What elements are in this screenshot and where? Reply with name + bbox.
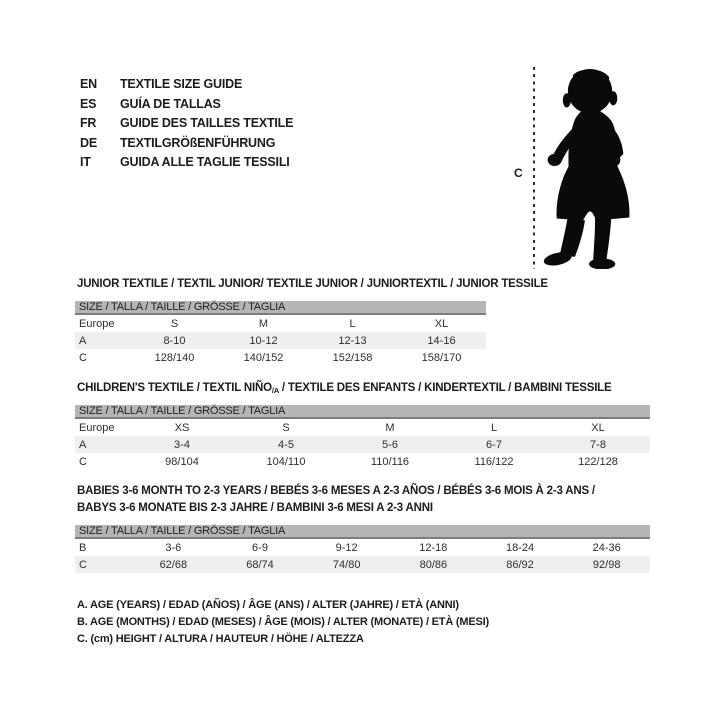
language-row-en (80, 75, 293, 95)
age-cell: 10-12 (249, 334, 278, 347)
legend-line-b: B. AGE (MONTHS) / EDAD (MESES) / ÂGE (MOIS) / ALTER (MONATE) / ETÀ (MESI) (77, 616, 489, 628)
language-row-es (80, 95, 293, 115)
age-cell: 7-8 (590, 438, 606, 451)
height-cell: 158/170 (421, 351, 462, 364)
size-header-bar: SIZE / TALLA / TAILLE / GRÖSSE / TAGLIA (75, 301, 486, 315)
height-cell: 86/92 (506, 558, 534, 571)
height-cell: 152/158 (332, 351, 373, 364)
height-cell: 140/152 (243, 351, 284, 364)
age-cell: 8-10 (163, 334, 186, 347)
language-row-de (80, 134, 293, 154)
table-row (75, 453, 650, 470)
language-code: ES (80, 96, 97, 111)
age-cell: 3-4 (174, 438, 190, 451)
size-header-bar: SIZE / TALLA / TAILLE / GRÖSSE / TAGLIA (75, 525, 650, 539)
row-label: B (79, 541, 87, 554)
legend-line-c: C. (cm) HEIGHT / ALTURA / HAUTEUR / HÖHE / ALTEZZA (77, 633, 364, 645)
table-row (75, 556, 650, 573)
age-cell: 6-7 (486, 438, 502, 451)
height-cell: 122/128 (578, 455, 618, 468)
row-label: Europe (79, 421, 115, 434)
height-cell: 74/80 (332, 558, 361, 571)
height-cell: 92/98 (592, 558, 621, 571)
row-label: C (79, 455, 87, 468)
language-title: TEXTILGRÖßENFÜHRUNG (120, 135, 276, 150)
language-title: GUIDA ALLE TAGLIE TESSILI (120, 155, 290, 169)
table-row (75, 315, 486, 332)
row-label: Europe (79, 317, 115, 330)
children-size-table (75, 405, 650, 470)
size-cell: L (490, 421, 498, 434)
language-code: DE (80, 135, 97, 150)
language-code: IT (80, 155, 91, 169)
size-cell: XL (591, 421, 605, 434)
height-cell: 128/140 (154, 351, 195, 364)
size-cell: S (170, 317, 179, 330)
height-marker-label: C (514, 166, 523, 180)
language-code: EN (80, 77, 97, 91)
months-cell: 24-36 (592, 541, 621, 554)
height-dotted-line (533, 67, 535, 269)
children-table-title (77, 380, 611, 399)
size-cell: M (385, 421, 395, 434)
row-label: A (79, 438, 87, 451)
age-cell: 14-16 (427, 334, 456, 347)
title-subscript: /A (271, 386, 279, 395)
junior-size-table (75, 301, 486, 366)
height-cell: 104/110 (266, 455, 306, 468)
table-row (75, 349, 486, 366)
months-cell: 18-24 (505, 541, 535, 554)
size-cell: XS (174, 421, 190, 434)
row-label: C (79, 351, 87, 364)
size-cell: S (282, 421, 290, 434)
age-cell: 12-13 (338, 334, 367, 347)
language-row-fr (80, 114, 293, 134)
babies-table-title (77, 483, 595, 517)
age-cell: 4-5 (278, 438, 294, 451)
table-row (75, 419, 650, 436)
language-code: FR (80, 116, 97, 130)
months-cell: 6-9 (252, 541, 268, 554)
size-cell: M (258, 317, 269, 330)
language-title: GUÍA DE TALLAS (120, 96, 221, 111)
height-cell: 116/122 (474, 455, 514, 468)
title-prefix: CHILDREN'S TEXTILE / TEXTIL NIÑO (77, 382, 272, 394)
legend (77, 597, 489, 648)
months-cell: 12-18 (419, 541, 448, 554)
toddler-silhouette-icon (542, 67, 634, 269)
table-row (75, 539, 650, 556)
months-cell: 9-12 (335, 541, 358, 554)
language-list (80, 75, 293, 173)
age-cell: 5-6 (382, 438, 398, 451)
language-title: TEXTILE SIZE GUIDE (120, 77, 243, 91)
row-label: A (79, 334, 87, 347)
height-cell: 80/86 (419, 558, 448, 571)
babies-size-table (75, 525, 650, 573)
language-row-it (80, 153, 293, 173)
table-row (75, 332, 486, 349)
legend-line-a: A. AGE (YEARS) / EDAD (AÑOS) / ÂGE (ANS) / ALTER (JAHRE) / ETÀ (ANNI) (77, 599, 459, 611)
height-cell: 98/104 (165, 455, 199, 468)
row-label: C (79, 558, 87, 571)
babies-title-line1: BABIES 3-6 MONTH TO 2-3 YEARS / BEBÉS 3-6 MESES A 2-3 AÑOS / BÉBÉS 3-6 MOIS À 2-3 ANS / (77, 485, 595, 497)
title-suffix: / TEXTILE DES ENFANTS / KINDERTEXTIL / BAMBINI TESSILE (278, 382, 612, 394)
junior-table-title: JUNIOR TEXTILE / TEXTIL JUNIOR/ TEXTILE JUNIOR / JUNIORTEXTIL / JUNIOR TESSILE (77, 278, 548, 290)
language-title: GUIDE DES TAILLES TEXTILE (120, 116, 294, 130)
height-cell: 68/74 (246, 558, 274, 571)
table-row (75, 436, 650, 453)
babies-title-line2: BABYS 3-6 MONATE BIS 2-3 JAHRE / BAMBINI 3-6 MESI A 2-3 ANNI (77, 502, 433, 514)
size-cell: XL (434, 317, 449, 330)
height-cell: 110/116 (370, 455, 410, 468)
size-cell: L (349, 317, 356, 330)
height-cell: 62/68 (159, 558, 188, 571)
months-cell: 3-6 (165, 541, 182, 554)
size-header-bar: SIZE / TALLA / TAILLE / GRÖSSE / TAGLIA (75, 405, 650, 419)
